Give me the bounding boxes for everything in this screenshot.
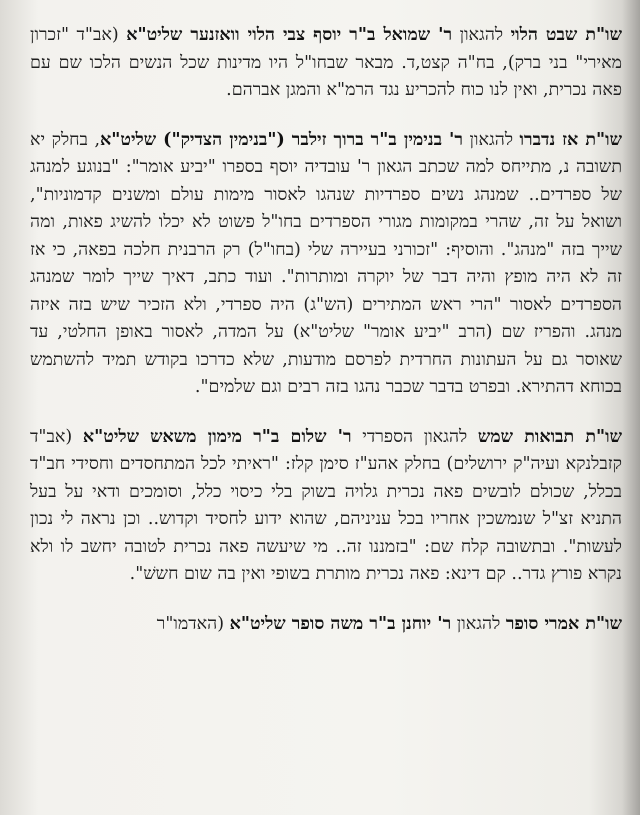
paragraph-body: (אב"ד "זכרון מאירי" בני ברק), בח"ה קצט,ד. מבאר שבחו"ל היו מדינות שכל הנשים הלכו שם עם פאה נכרית, ואין לנו כוח להכריע נגד הרמ"א והמגן אברהם. — [30, 25, 622, 100]
intro-text: להגאון — [463, 129, 520, 150]
intro-text: להגאון — [451, 613, 506, 634]
paragraph-body: (אב"ד קזבלנקא ועיה"ק ירושלים) בחלק אהע"ז סימן קלז: "ראיתי לכל המתחסדים וחסידי חב"ד בכלל, שכולם לובשים פאה נכרית גלויה בשוק בלי כיסוי כלל, וסומכים ודאי על בעל התניא זצ"ל שנמשכין אחריו בכל עניניהם, שהוא ידוע לחסיד וקדוש.. וכן נראה לי נכון לעשות". ובתשובה קלח שם: "בזמננו זה.. מי שיעשה פאה נכרית לטובה יחשב לו ולא נקרא פורץ גדר.. קם דינא: פאה נכרית מותרת בשופי ואין בה שום חששׁ". — [30, 426, 622, 584]
intro-text: להגאון — [452, 25, 511, 45]
author-name: ר' בנימין ב"ר ברוך זילבר ("בנימין הצדיק") שליט"א — [100, 129, 464, 150]
intro-text: להגאון הספרדי — [351, 426, 478, 447]
source-title: שו"ת תבואות שמש — [477, 426, 623, 447]
paragraph-az-nidberu — [30, 127, 622, 402]
paragraph-body: (האדמו"ר — [156, 613, 230, 634]
source-title: שו"ת שבט הלוי — [510, 25, 622, 45]
page-binding-shadow — [622, 0, 640, 815]
author-name: ר' שלום ב"ר מימון משאש שליט"א — [82, 426, 352, 447]
author-name: ר' יוחנן ב"ר משה סופר שליט"א — [229, 613, 452, 634]
paragraph-shevet-halevi — [30, 22, 622, 105]
paragraph-imrei-sofer — [30, 611, 622, 639]
author-name: ר' שמואל ב"ר יוסף צבי הלוי וואזנער שליט"א — [126, 25, 453, 45]
paragraph-body: , בחלק יא תשובה נ, מתייחס למה שכתב הגאון ר' עובדיה יוסף בספרו "יביע אומר": "בנוגע למנהג של ספרדים.. שמנהג נשים ספרדיות שנהגו לאסור מימות עולם ומשנים קדמוניות", ושואל על זה, שהרי במקומות מגורי הספרדים בחו"ל פשוט לא יכלו להשיג פאות, ומה שייך בזה "מנהג". והוסיף: "זכורני בעיירה שלי (בחו"ל) רק הרבנית חלכה בפאה, כי אז זה לא היה מופץ והיה דבר של יוקרה ומותרות". ועוד כתב, דאיך שייך לומר שמנהג הספרדים לאסור "הרי ראש המתירים (הש"ג) היה ספרדי, ולא הזכיר שיש בזה איזה מנהג. והפריז שם (הרב "יביע אומר" שליט"א) על המדה, לאסור באופן החלטי, עד שאוסר גם על העתונות החרדית לפרסם מודעות, שלא כדרכו בקודש תמיד להשתמש בכוחא דהתירא. ובפרט בדבר שכבר נהגו בזה רבים וגם שלמים". — [30, 129, 622, 397]
paragraph-tevuot-shemesh — [30, 424, 622, 589]
text-column — [30, 22, 622, 638]
source-title: שו"ת אז נדברו — [519, 129, 622, 150]
source-title: שו"ת אמרי סופר — [505, 613, 622, 634]
